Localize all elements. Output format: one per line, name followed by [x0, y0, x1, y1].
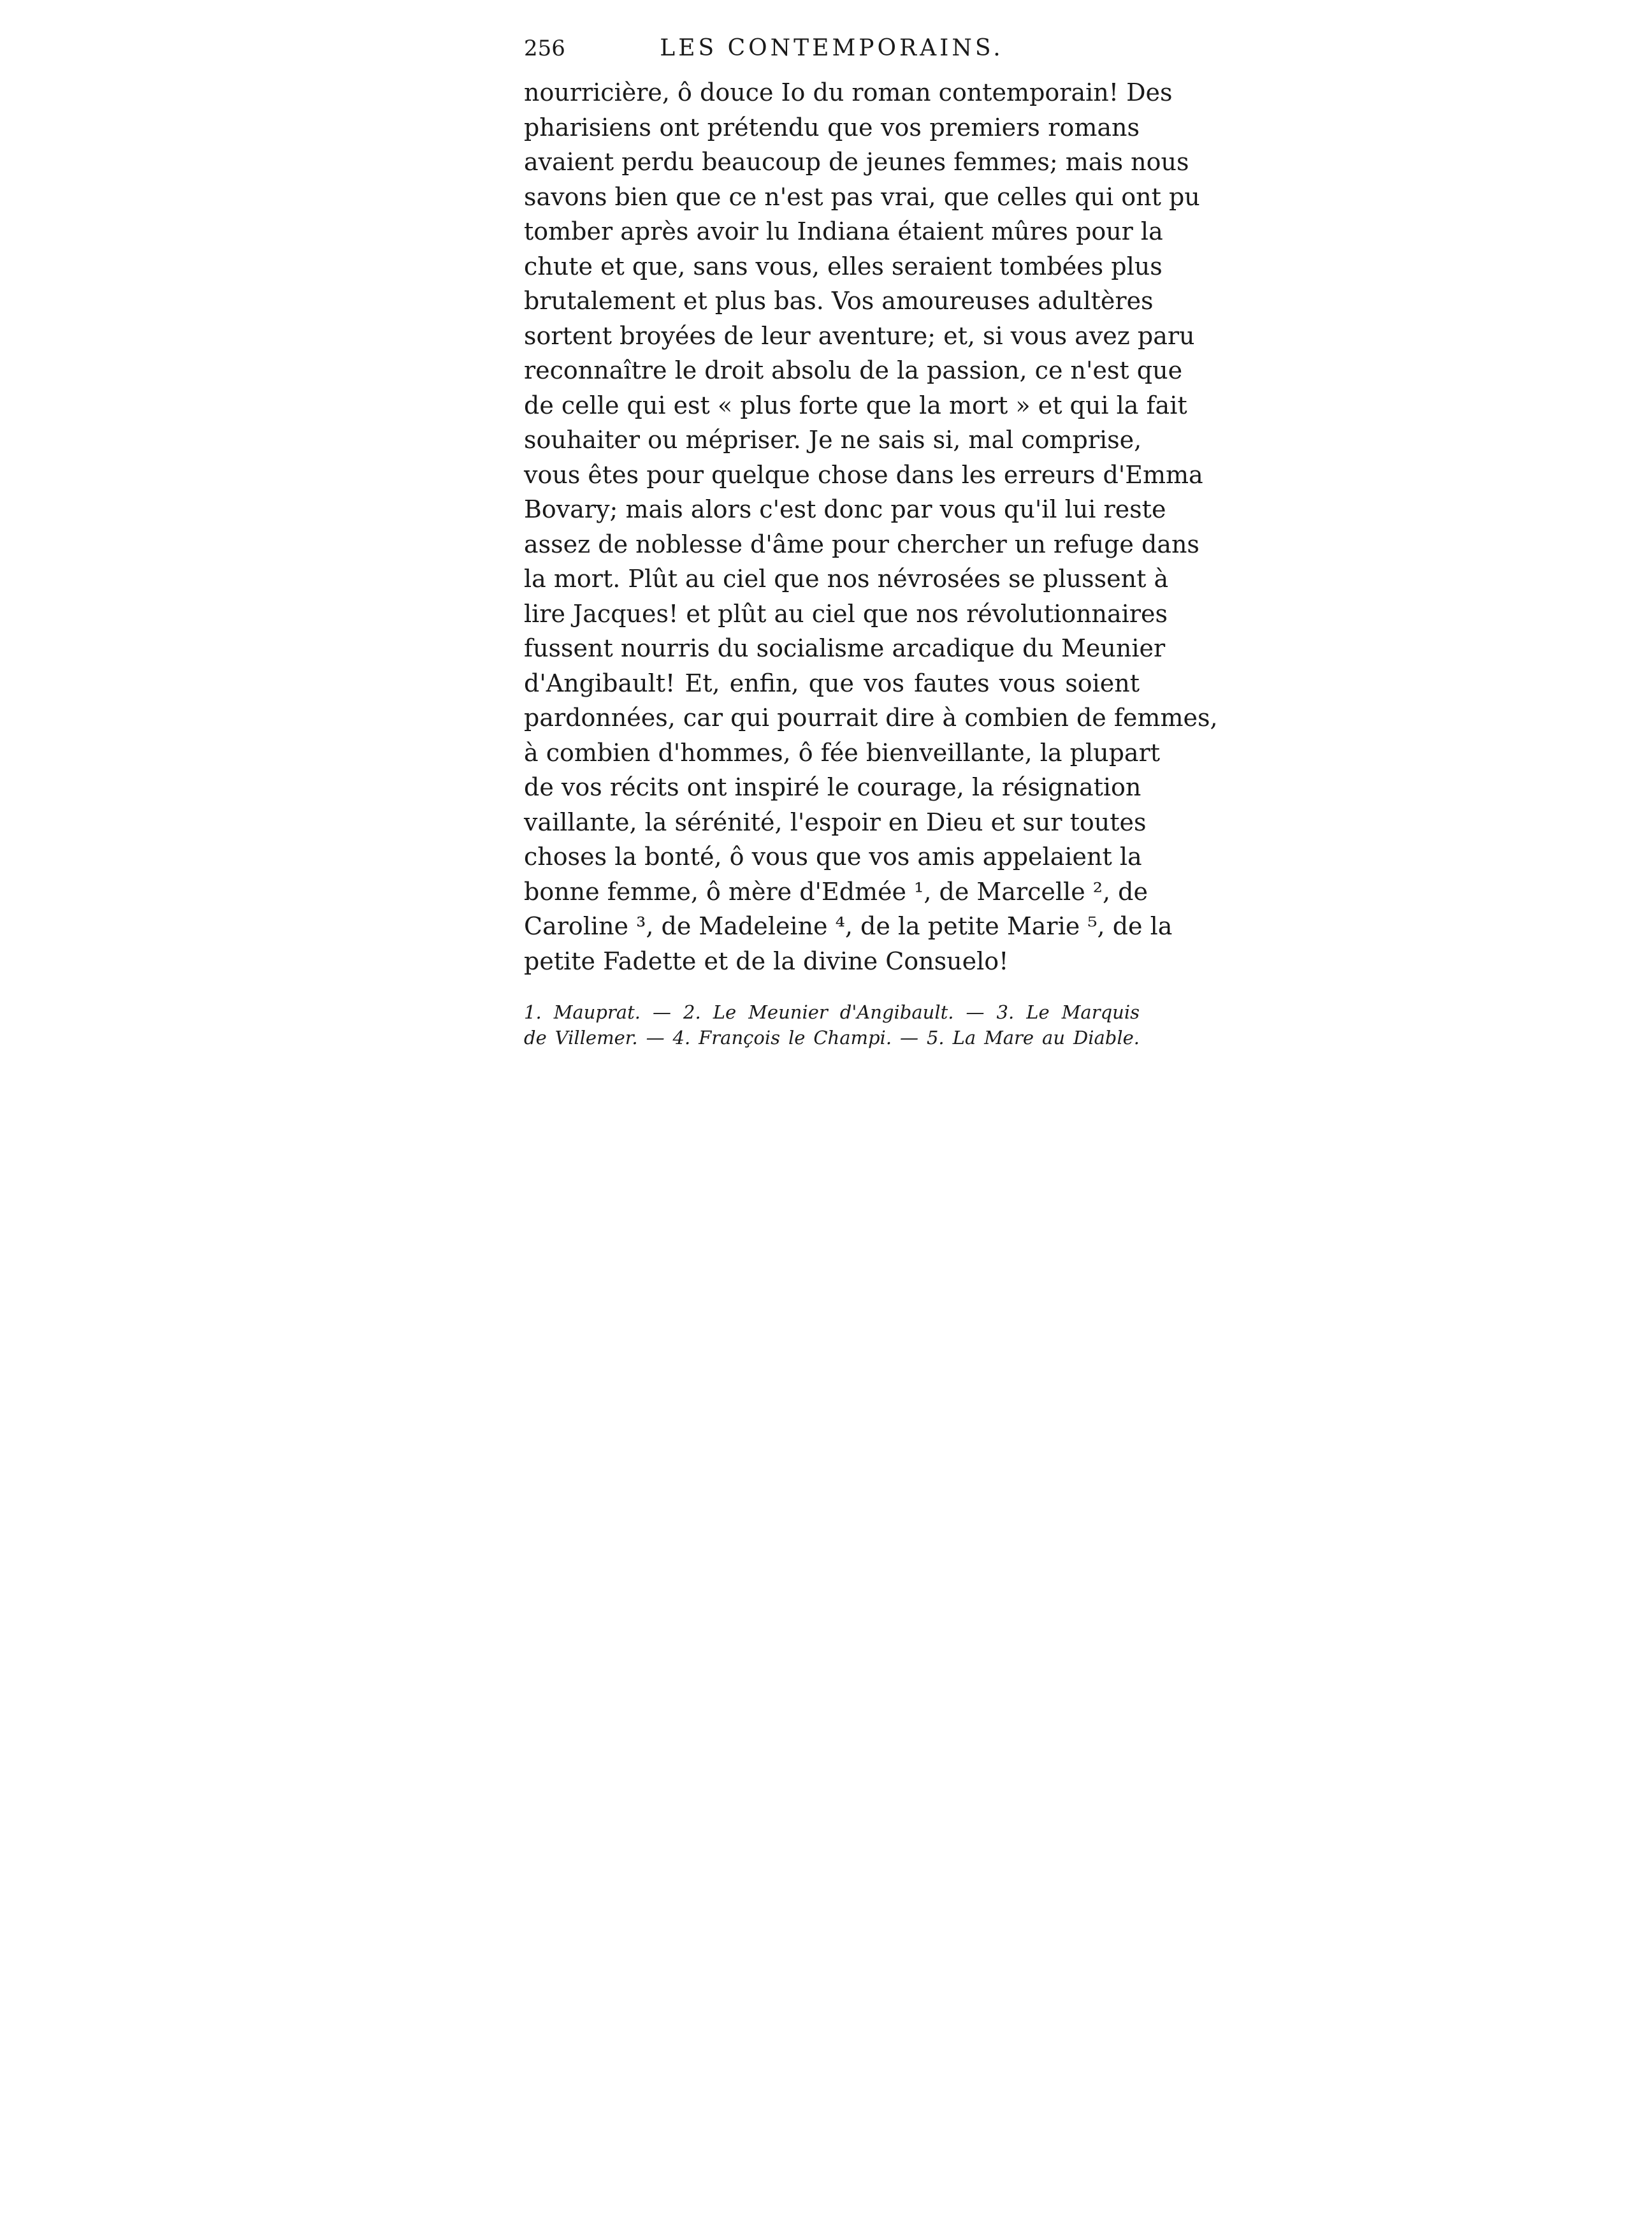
text-line: d'Angibault! Et, enfin, que vos fautes vous soient	[524, 669, 1140, 697]
footnote-line: 1. Mauprat. — 2. Le Meunier d'Angibault. — 3. Le Marquis	[524, 1001, 1140, 1023]
running-title: LES CONTEMPORAINS.	[660, 35, 1004, 61]
text-line: petite Fadette et de la divine Consuelo!	[524, 947, 1009, 975]
text-line: pharisiens ont prétendu que vos premiers romans	[524, 113, 1140, 142]
text-line: la mort. Plût au ciel que nos névrosées se plussent à	[524, 565, 1169, 593]
text-line: fussent nourris du socialisme arcadique du Meunier	[524, 634, 1166, 662]
text-line: sortent broyées de leur aventure; et, si vous avez paru	[524, 321, 1195, 350]
footnotes	[524, 999, 1140, 1050]
text-line: lire Jacques! et plût au ciel que nos révolutionnaires	[524, 599, 1168, 628]
page-number: 256	[524, 36, 565, 61]
text-line: assez de noblesse d'âme pour chercher un refuge dans	[524, 530, 1199, 558]
text-line: tomber après avoir lu Indiana étaient mûres pour la	[524, 217, 1163, 245]
text-line: Bovary; mais alors c'est donc par vous qu'il lui reste	[524, 495, 1166, 523]
text-line: reconnaître le droit absolu de la passion, ce n'est que	[524, 356, 1183, 384]
text-line: nourricière, ô douce Io du roman contemporain! Des	[524, 78, 1173, 106]
text-line: vous êtes pour quelque chose dans les erreurs d'Emma	[524, 460, 1203, 489]
text-line: souhaiter ou mépriser. Je ne sais si, mal comprise,	[524, 426, 1142, 454]
text-line: vaillante, la sérénité, l'espoir en Dieu et sur toutes	[524, 808, 1147, 836]
text-line: bonne femme, ô mère d'Edmée ¹, de Marcelle ², de	[524, 877, 1148, 906]
text-line: chute et que, sans vous, elles seraient tombées plus	[524, 252, 1163, 280]
running-head	[524, 29, 1140, 68]
text-line: choses la bonté, ô vous que vos amis appelaient la	[524, 843, 1142, 871]
footnote-line: de Villemer. — 4. François le Champi. — 5. La Mare au Diable.	[524, 1027, 1140, 1049]
text-line: avaient perdu beaucoup de jeunes femmes; mais nous	[524, 148, 1189, 176]
text-line: brutalement et plus bas. Vos amoureuses adultères	[524, 287, 1154, 315]
text-line: savons bien que ce n'est pas vrai, que celles qui ont pu	[524, 182, 1200, 211]
text-line: à combien d'hommes, ô fée bienveillante, la plupart	[524, 738, 1161, 767]
body-text	[524, 75, 1218, 978]
text-line: de vos récits ont inspiré le courage, la résignation	[524, 773, 1141, 801]
text-line: Caroline ³, de Madeleine ⁴, de la petite Marie ⁵, de la	[524, 912, 1173, 940]
text-line: pardonnées, car qui pourrait dire à combien de femmes,	[524, 704, 1218, 732]
text-line: de celle qui est « plus forte que la mort » et qui la fait	[524, 391, 1187, 419]
